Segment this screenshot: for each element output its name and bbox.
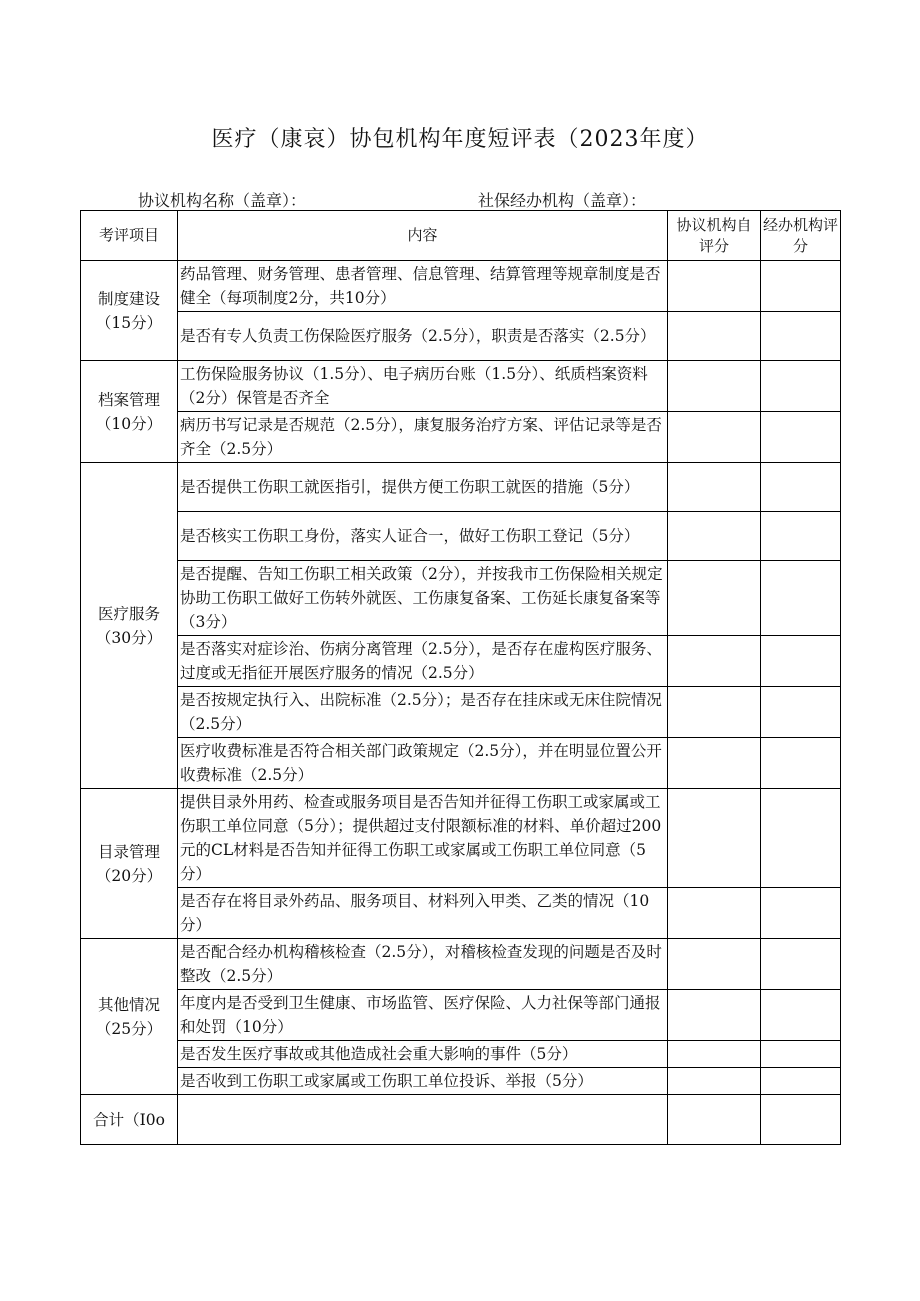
table-row (81, 512, 841, 561)
total-agency-score-cell[interactable] (761, 1095, 841, 1145)
table-row (81, 888, 841, 939)
category-cell: 档案管理（10分） (81, 361, 178, 463)
item-cell: 是否发生医疗事故或其他造成社会重大影响的事件（5分） (178, 1041, 668, 1068)
total-content-cell (178, 1095, 668, 1145)
column-header: 经办机构评分 (761, 211, 841, 261)
column-header: 内容 (178, 211, 668, 261)
table-row (81, 738, 841, 789)
column-header: 协议机构自评分 (668, 211, 761, 261)
self-score-cell[interactable] (668, 312, 761, 361)
agency-score-cell[interactable] (761, 636, 841, 687)
self-score-cell[interactable] (668, 738, 761, 789)
table-row (81, 1068, 841, 1095)
agency-score-cell[interactable] (761, 888, 841, 939)
item-cell: 是否核实工伤职工身份，落实人证合一，做好工伤职工登记（5分） (178, 512, 668, 561)
self-score-cell[interactable] (668, 1068, 761, 1095)
self-score-cell[interactable] (668, 1041, 761, 1068)
item-cell: 是否落实对症诊治、伤病分离管理（2.5分），是否存在虚构医疗服务、过度或无指征开展医疗服务的情况（2.5分） (178, 636, 668, 687)
item-cell: 医疗收费标准是否符合相关部门政策规定（2.5分），并在明显位置公开收费标准（2.5分） (178, 738, 668, 789)
agency-score-cell[interactable] (761, 990, 841, 1041)
table-header-row (81, 211, 841, 261)
agency-label: 社保经办机构（盖章）： (478, 191, 647, 210)
self-score-cell[interactable] (668, 561, 761, 636)
item-cell: 病历书写记录是否规范（2.5分），康复服务治疗方案、评估记录等是否齐全（2.5分） (178, 412, 668, 463)
column-header: 考评项目 (81, 211, 178, 261)
table-row (81, 789, 841, 888)
item-cell: 年度内是否受到卫生健康、市场监管、医疗保险、人力社保等部门通报和处罚（10分） (178, 990, 668, 1041)
item-cell: 是否存在将目录外药品、服务项目、材料列入甲类、乙类的情况（10分） (178, 888, 668, 939)
table-row (81, 463, 841, 512)
self-score-cell[interactable] (668, 888, 761, 939)
agency-score-cell[interactable] (761, 261, 841, 312)
table-row (81, 990, 841, 1041)
org-name-label: 协议机构名称（盖章）： (138, 191, 307, 210)
category-cell: 制度建设（15分） (81, 261, 178, 361)
self-score-cell[interactable] (668, 361, 761, 412)
total-label: 合计（I0o (81, 1095, 178, 1145)
self-score-cell[interactable] (668, 463, 761, 512)
agency-score-cell[interactable] (761, 561, 841, 636)
category-cell: 医疗服务（30分） (81, 463, 178, 789)
item-cell: 提供目录外用药、检查或服务项目是否告知并征得工伤职工或家属或工伤职工单位同意（5分）；提供超过支付限额标准的材料、单价超过200元的CL材料是否告知并征得工伤职工或家属或工伤职工单位同意（5分） (178, 789, 668, 888)
total-row (81, 1095, 841, 1145)
self-score-cell[interactable] (668, 261, 761, 312)
agency-score-cell[interactable] (761, 412, 841, 463)
category-cell: 目录管理（20分） (81, 789, 178, 939)
table-row (81, 636, 841, 687)
self-score-cell[interactable] (668, 512, 761, 561)
agency-score-cell[interactable] (761, 361, 841, 412)
agency-score-cell[interactable] (761, 687, 841, 738)
item-cell: 是否提供工伤职工就医指引，提供方便工伤职工就医的措施（5分） (178, 463, 668, 512)
table-row (81, 312, 841, 361)
self-score-cell[interactable] (668, 990, 761, 1041)
total-self-score-cell[interactable] (668, 1095, 761, 1145)
self-score-cell[interactable] (668, 636, 761, 687)
agency-score-cell[interactable] (761, 463, 841, 512)
item-cell: 是否有专人负责工伤保险医疗服务（2.5分），职责是否落实（2.5分） (178, 312, 668, 361)
agency-score-cell[interactable] (761, 789, 841, 888)
agency-score-cell[interactable] (761, 1068, 841, 1095)
agency-score-cell[interactable] (761, 512, 841, 561)
evaluation-table (80, 210, 841, 1145)
table-row (81, 412, 841, 463)
self-score-cell[interactable] (668, 687, 761, 738)
self-score-cell[interactable] (668, 412, 761, 463)
self-score-cell[interactable] (668, 789, 761, 888)
agency-score-cell[interactable] (761, 939, 841, 990)
table-row (81, 261, 841, 312)
self-score-cell[interactable] (668, 939, 761, 990)
table-row (81, 361, 841, 412)
agency-score-cell[interactable] (761, 312, 841, 361)
item-cell: 是否按规定执行入、出院标准（2.5分）；是否存在挂床或无床住院情况（2.5分） (178, 687, 668, 738)
agency-score-cell[interactable] (761, 1041, 841, 1068)
agency-score-cell[interactable] (761, 738, 841, 789)
item-cell: 药品管理、财务管理、患者管理、信息管理、结算管理等规章制度是否健全（每项制度2分，共10分） (178, 261, 668, 312)
category-cell: 其他情况（25分） (81, 939, 178, 1095)
item-cell: 是否配合经办机构稽核检查（2.5分），对稽核检查发现的问题是否及时整改（2.5分） (178, 939, 668, 990)
item-cell: 是否提醒、告知工伤职工相关政策（2分），并按我市工伤保险相关规定协助工伤职工做好工伤转外就医、工伤康复备案、工伤延长康复备案等（3分） (178, 561, 668, 636)
table-row (81, 561, 841, 636)
item-cell: 工伤保险服务协议（1.5分）、电子病历台账（1.5分）、纸质档案资料（2分）保管是否齐全 (178, 361, 668, 412)
table-row (81, 687, 841, 738)
item-cell: 是否收到工伤职工或家属或工伤职工单位投诉、举报（5分） (178, 1068, 668, 1095)
page-title: 医疗（康哀）协包机构年度短评表（2023年度） (211, 127, 709, 152)
table-row (81, 939, 841, 990)
table-row (81, 1041, 841, 1068)
